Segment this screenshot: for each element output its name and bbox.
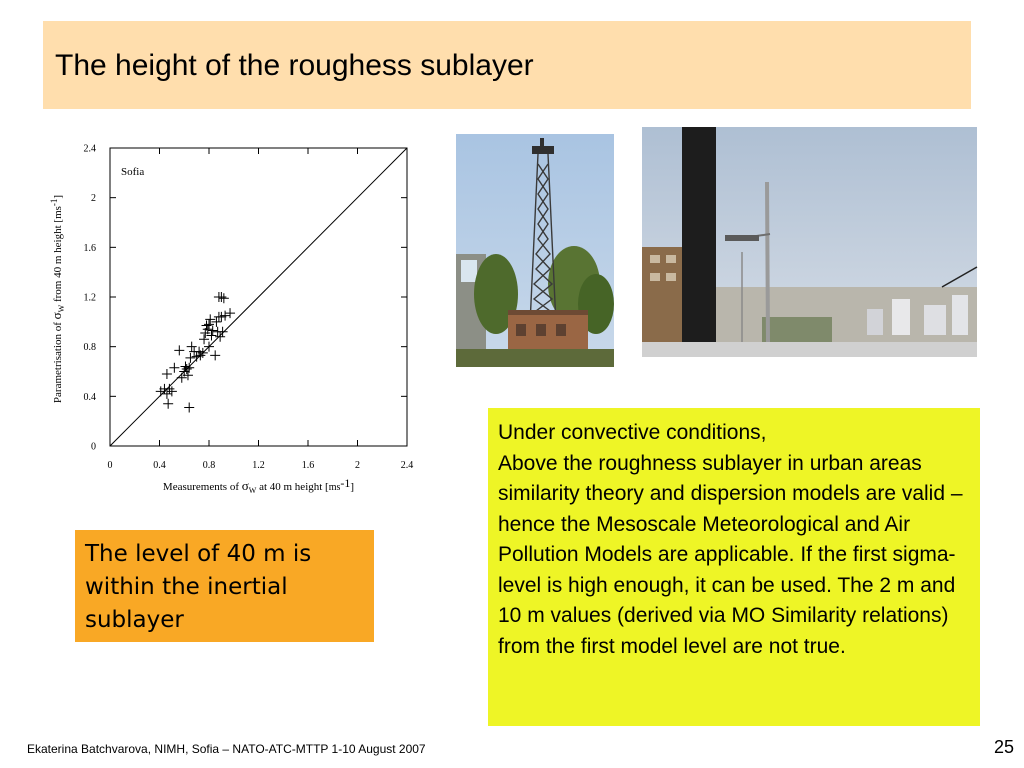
y-axis-label-subscript: W [57, 304, 66, 313]
x-tick-label: 2.4 [400, 460, 414, 471]
data-point [162, 369, 172, 379]
x-axis-label-subscript: W [248, 486, 257, 495]
note-box: The level of 40 m is within the inertial sublayer [75, 530, 374, 642]
data-point [187, 342, 197, 352]
x-axis-label [163, 476, 354, 495]
y-tick-label: 2 [91, 193, 96, 205]
data-point [177, 373, 187, 383]
y-axis-label-exponent: -1 [49, 198, 59, 207]
x-tick-label: 0.4 [153, 460, 166, 471]
text-box-body: Above the roughness sublayer in urban areas similarity theory and dispersion models are valid – hence the Mesoscale Meteorological and Air Pollution Models are applicable. If the first sigma-level is high enough, it can be used. The 2 m and 10 m values (derived via MO Similarity relations) from the first model level are not true. [498, 451, 963, 658]
x-axis-label-exponent: -1 [340, 476, 351, 490]
one-to-one-line [110, 148, 407, 446]
y-tick-label: 1.6 [83, 242, 96, 254]
data-point [174, 345, 184, 355]
data-point [225, 308, 235, 318]
x-tick-label: 0 [107, 460, 113, 471]
mast-photo [642, 127, 977, 357]
y-tick-label: 0.8 [83, 342, 96, 354]
scatter-chart [40, 138, 414, 498]
y-tick-label: 2.4 [83, 143, 96, 155]
y-tick-label: 1.2 [83, 292, 96, 304]
x-tick-label: 1.6 [301, 460, 315, 471]
chart-annotation: Sofia [121, 166, 145, 178]
page-number: 25 [993, 737, 1014, 757]
text-box-heading: Under convective conditions, [498, 421, 767, 444]
y-axis-label [49, 195, 66, 403]
x-axis-label-prefix: Measurements of [162, 481, 242, 493]
y-axis-label-prefix: Parametrisation of [52, 319, 64, 404]
footer: Ekaterina Batchvarova, NIMH, Sofia – NATO-ATC-MTTP 1-10 August 2007 [27, 742, 426, 756]
data-point [215, 332, 225, 342]
x-tick-label: 1.2 [252, 460, 265, 471]
title-bar [43, 21, 971, 109]
data-point [164, 384, 174, 394]
y-axis-label-middle: from 40 m height [ms [52, 206, 64, 305]
x-axis-label-sigma: σ [241, 478, 249, 493]
x-axis-label-middle: at 40 m height [ [256, 481, 329, 493]
data-point [184, 403, 194, 413]
data-point [210, 350, 220, 360]
data-point [169, 363, 179, 373]
data-point [216, 292, 226, 302]
text-box [488, 408, 980, 726]
data-point [219, 293, 229, 303]
x-tick-label: 2 [355, 460, 360, 471]
x-tick-label: 0.8 [202, 460, 216, 471]
slide-title: The height of the roughess sublayer [55, 49, 534, 82]
y-axis-label-sigma: σ [49, 312, 64, 320]
y-axis-label-suffix: ] [52, 194, 64, 199]
data-point [211, 317, 221, 327]
tower-photo [456, 134, 614, 367]
data-point [163, 399, 173, 409]
y-tick-label: 0.4 [83, 391, 96, 403]
data-point [162, 389, 172, 399]
x-axis-label-suffix: ] [350, 481, 355, 493]
data-point [218, 327, 228, 337]
y-tick-label: 0 [91, 441, 96, 453]
x-axis-label-unit: ms [328, 482, 341, 493]
